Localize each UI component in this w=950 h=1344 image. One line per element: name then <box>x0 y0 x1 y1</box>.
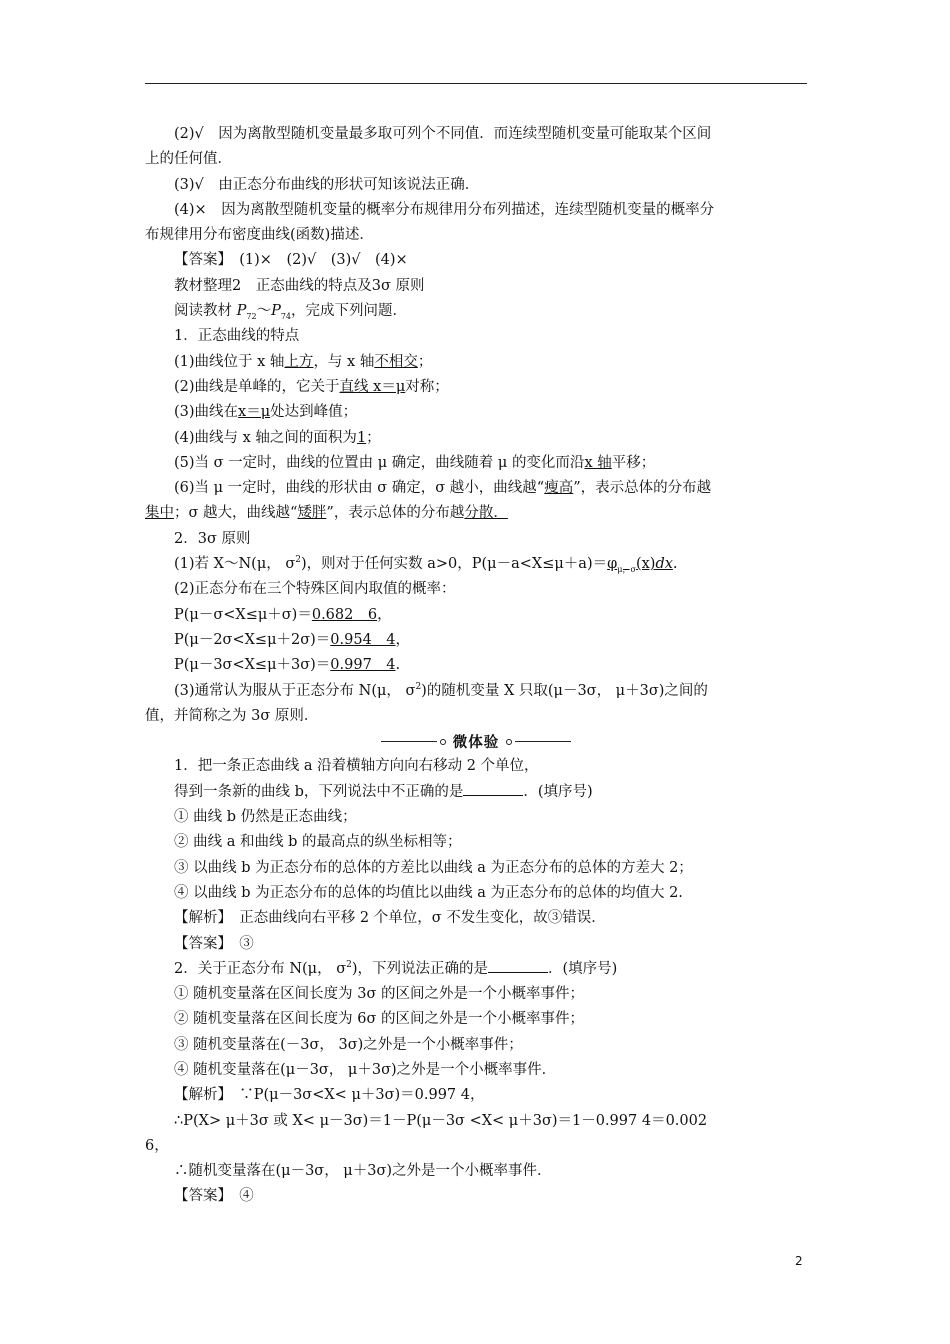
line-text: 【解析】 ∵P(μ－3σ<X< μ＋3σ)＝0.997 4， <box>174 1087 485 1104</box>
option-line <box>145 982 807 1007</box>
line-text: (5)当 σ 一定时，曲线的位置由 μ 确定，曲线随着 μ 的变化而沿 <box>174 454 585 471</box>
text-line <box>145 198 807 223</box>
line-text: ～ <box>256 303 272 320</box>
banner-line-left <box>381 741 437 742</box>
fill-answer: 0.997 4 <box>330 657 396 674</box>
exponent: 2 <box>295 555 301 566</box>
page-number: 2 <box>795 1254 803 1268</box>
line-text: )，则对于任何实数 a>0，P(μ－a<X≤μ＋a)＝ <box>300 556 608 573</box>
line-text: 处达到峰值； <box>270 404 358 421</box>
line-text: 1．正态曲线的特点 <box>174 328 300 345</box>
fill-answer: 0.954 4 <box>330 631 396 648</box>
text-line <box>145 147 807 172</box>
line-text: ”，表示总体的分布越 <box>326 505 465 522</box>
line-text: (4)× 因为离散型随机变量的概率分布规律用分布列描述，连续型随机变量的概率分 <box>174 201 715 218</box>
page-ref-number: 74 <box>280 311 292 321</box>
line-text: 对称； <box>405 378 449 395</box>
phi-symbol: φ <box>607 556 618 573</box>
line-text: ∴P(X> μ＋3σ 或 X< μ－3σ)＝1－P(μ－3σ <X< μ＋3σ)＝1－0.997 4＝0.002 <box>174 1112 708 1129</box>
text-line <box>145 299 807 324</box>
section-banner <box>145 729 807 754</box>
line-text: ； <box>366 429 381 446</box>
text-line <box>145 173 807 198</box>
line-text: 6， <box>145 1137 169 1154</box>
text-line <box>145 223 807 248</box>
line-text: ，与 x 轴 <box>313 353 375 370</box>
analysis-line <box>145 1109 807 1134</box>
header-rule <box>145 83 807 84</box>
text-line <box>145 577 807 602</box>
line-text: 【答案】 ③ <box>174 935 254 952</box>
line-text: 阅读教材 <box>174 303 237 320</box>
line-text: ④ 以曲线 b 为正态分布的总体的均值比以曲线 a 为正态分布的总体的均值大 2. <box>174 884 683 901</box>
line-text: 教材整理2 正态曲线的特点及3σ 原则 <box>174 277 425 294</box>
question-line <box>145 957 807 982</box>
fill-answer <box>607 556 673 572</box>
text-line <box>145 552 807 577</box>
line-text: (3)曲线在 <box>174 404 239 421</box>
fill-answer: 0.682 6 <box>311 606 378 623</box>
line-text: ③ 随机变量落在(－3σ， 3σ)之外是一个小概率事件； <box>174 1036 523 1053</box>
page-ref-number: 72 <box>246 311 257 321</box>
option-line <box>145 856 807 881</box>
line-text: ， <box>395 631 411 648</box>
text-line <box>145 451 807 476</box>
line-text: P(μ－3σ<X≤μ＋3σ)＝ <box>174 657 331 674</box>
option-line <box>145 1007 807 1032</box>
line-text: (4)曲线与 x 轴之间的面积为 <box>174 429 357 446</box>
page-ref: P <box>271 303 281 320</box>
question-line <box>145 780 807 805</box>
line-text: ④ 随机变量落在(μ－3σ， μ＋3σ)之外是一个小概率事件． <box>174 1061 557 1078</box>
line-text: 布规律用分布密度曲线(函数)描述． <box>145 227 374 244</box>
fill-answer: 1 <box>356 429 367 446</box>
banner-dot-right <box>506 739 512 745</box>
line-text: 2．3σ 原则 <box>174 530 251 547</box>
text-line <box>145 122 807 147</box>
document-body <box>145 122 807 1210</box>
line-text: . <box>672 556 678 573</box>
fill-answer: 集中 <box>145 505 174 522</box>
line-text: )的随机变量 X 只取(μ－3σ， μ＋3σ)之间的 <box>421 682 708 699</box>
text-line <box>145 704 807 729</box>
line-text: ．(填序号) <box>523 783 593 800</box>
exponent: 2 <box>415 681 422 692</box>
line-text: 【解析】 正态曲线向右平移 2 个单位，σ 不发生变化，故③错误． <box>174 910 606 927</box>
line-text: ， <box>377 606 392 623</box>
line-text: )，下列说法正确的是 <box>351 960 488 977</box>
analysis-line <box>145 906 807 931</box>
line-text: 得到一条新的曲线 b，下列说法中不正确的是 <box>174 783 464 800</box>
line-text: P(μ－2σ<X≤μ＋2σ)＝ <box>174 631 331 648</box>
page-ref: P <box>236 303 247 320</box>
line-text: ① 曲线 b 仍然是正态曲线； <box>174 809 357 826</box>
text-line <box>145 400 807 425</box>
line-text: 值，并简称之为 3σ 原则． <box>145 707 319 724</box>
line-text: 1．把一条正态曲线 a 沿着横轴方向向右移动 2 个单位， <box>174 758 539 775</box>
line-text: dx <box>655 556 673 573</box>
subheading <box>145 527 807 552</box>
line-text: 平移； <box>611 454 656 471</box>
line-text: ③ 以曲线 b 为正态分布的总体的方差比以曲线 a 为正态分布的总体的方差大 2； <box>174 859 693 876</box>
text-line <box>145 476 807 501</box>
line-text: P(μ－σ<X≤μ＋σ)＝ <box>174 606 312 623</box>
subheading <box>145 324 807 349</box>
fill-answer: 瘦高 <box>544 480 574 497</box>
text-line <box>145 653 807 678</box>
banner-title: 微体验 <box>452 734 500 752</box>
fill-answer: 不相交 <box>374 353 418 370</box>
option-line <box>145 881 807 906</box>
text-line <box>145 679 807 704</box>
exponent: 2 <box>346 959 352 970</box>
line-text: (x) <box>635 556 656 573</box>
line-text: 2．关于正态分布 N(μ， σ <box>174 960 347 977</box>
text-line <box>145 628 807 653</box>
fill-answer: 直线 x＝μ <box>339 378 406 395</box>
answer-line <box>145 248 807 273</box>
answer-line <box>145 932 807 957</box>
line-text: 【答案】 (1)× (2)√ (3)√ (4)× <box>174 252 408 269</box>
text-line <box>145 501 807 526</box>
option-line <box>145 830 807 855</box>
analysis-line <box>145 1159 807 1184</box>
section-heading <box>145 274 807 299</box>
line-text: . <box>395 657 401 674</box>
fill-answer: 分散． <box>464 505 508 522</box>
line-text: (3)通常认为服从于正态分布 N(μ， σ <box>174 682 416 699</box>
answer-line <box>145 1184 807 1209</box>
line-text: 【答案】 ④ <box>174 1188 254 1205</box>
line-text: ；σ 越大，曲线越“ <box>174 505 298 522</box>
line-text: (2)曲线是单峰的，它关于 <box>174 378 340 395</box>
fill-answer: x 轴 <box>584 454 612 471</box>
fill-answer: x＝μ <box>238 404 271 421</box>
analysis-line <box>145 1134 807 1159</box>
question-line <box>145 754 807 779</box>
line-text: ； <box>417 353 433 370</box>
text-line <box>145 375 807 400</box>
option-line <box>145 1058 807 1083</box>
line-text: (2)√ 因为离散型随机变量最多取可列个不同值．而连续型随机变量可能取某个区间 <box>174 126 712 142</box>
option-line <box>145 805 807 830</box>
line-text: (1)若 X～N(μ， σ <box>174 556 296 573</box>
text-line <box>145 350 807 375</box>
line-text: ”，表示总体的分布越 <box>573 480 712 497</box>
fill-answer: 上方 <box>284 353 314 370</box>
line-text: 上的任何值． <box>145 151 232 168</box>
line-text: ② 曲线 a 和曲线 b 的最高点的纵坐标相等； <box>174 834 462 851</box>
analysis-line <box>145 1083 807 1108</box>
option-line <box>145 1033 807 1058</box>
subscript: μ，σ <box>617 564 636 574</box>
line-text: ．(填序号) <box>548 960 618 977</box>
line-text: ① 随机变量落在区间长度为 3σ 的区间之外是一个小概率事件； <box>174 986 584 1003</box>
answer-blank <box>488 958 548 973</box>
fill-answer: 矮胖 <box>297 505 327 522</box>
answer-blank <box>463 781 523 796</box>
line-text: ∴随机变量落在(μ－3σ， μ＋3σ)之外是一个小概率事件． <box>174 1163 552 1180</box>
line-text: ② 随机变量落在区间长度为 6σ 的区间之外是一个小概率事件； <box>174 1011 584 1028</box>
line-text: (3)√ 由正态分布曲线的形状可知该说法正确． <box>174 176 480 193</box>
line-text: (2)正态分布在三个特殊区间内取值的概率： <box>174 581 456 598</box>
line-text: ，完成下列问题． <box>291 303 408 320</box>
line-text: (6)当 μ 一定时，曲线的形状由 σ 确定，σ 越小，曲线越“ <box>174 480 545 497</box>
banner-dot-left <box>440 739 446 745</box>
banner-line-right <box>515 741 571 742</box>
line-text: (1)曲线位于 x 轴 <box>174 353 285 370</box>
text-line <box>145 603 807 628</box>
text-line <box>145 426 807 451</box>
